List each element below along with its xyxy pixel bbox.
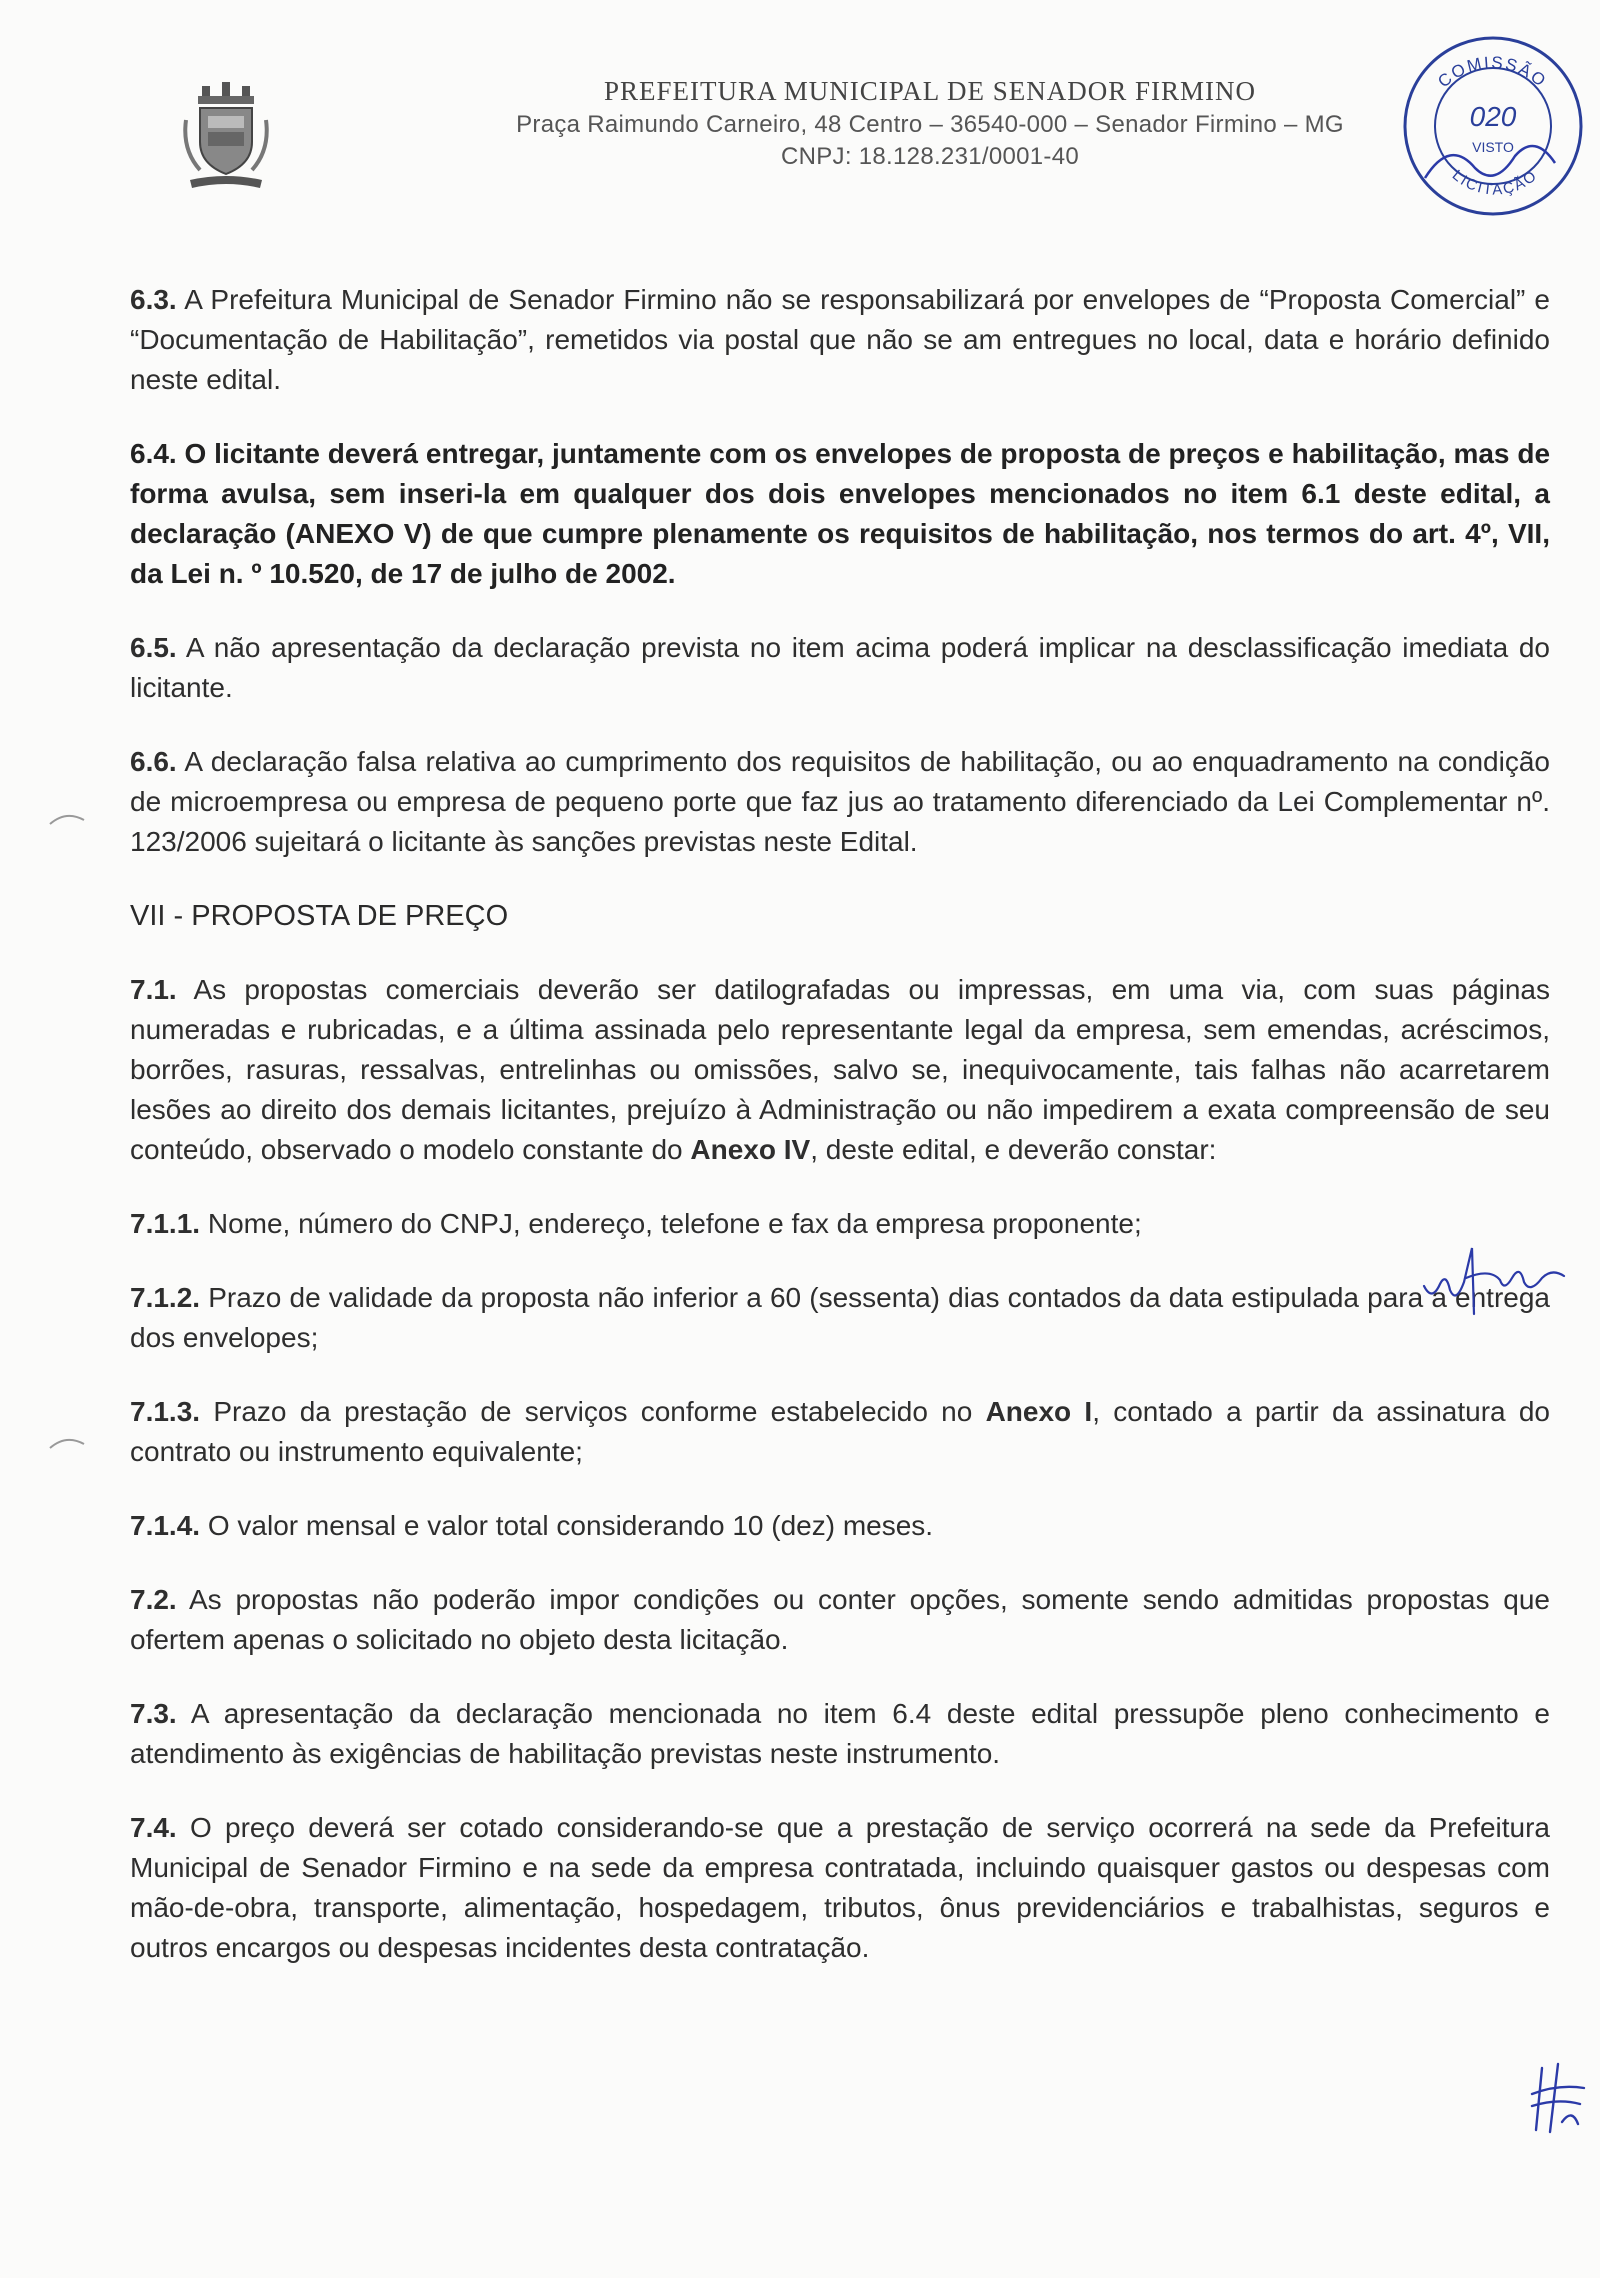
clause-bold-ref: Anexo I <box>985 1396 1093 1427</box>
stamp-number: 020 <box>1469 101 1517 132</box>
municipality-cnpj: CNPJ: 18.128.231/0001-40 <box>780 143 1080 170</box>
clause-text: , deste edital, e deverão constar: <box>810 1134 1217 1165</box>
clause-number: 7.1.4. <box>130 1510 201 1541</box>
svg-text:LICITAÇÃO <box>1449 167 1541 199</box>
document-body <box>130 280 1550 2002</box>
clause-6-3 <box>130 280 1550 400</box>
clause-number: 6.5. <box>130 632 177 663</box>
clause-text: A declaração falsa relativa ao cumprimento dos requisitos de habilitação, ou ao enquadramento na condição de microempresa ou empresa de pequeno porte que faz jus ao tratamento diferenciado da Lei Complementar nº. 123/2006 sujeitará o licitante às sanções previstas neste Edital. <box>130 746 1550 857</box>
clause-number: 7.1.3. <box>130 1396 201 1427</box>
clause-number: 6.3. <box>130 284 177 315</box>
municipal-crest-icon <box>180 80 272 190</box>
clause-7-2 <box>130 1580 1550 1660</box>
clause-number: 7.1. <box>130 974 177 1005</box>
clause-text: Prazo de validade da proposta não inferior a 60 (sessenta) dias contados da data estipulada para a entrega dos envelopes; <box>130 1282 1550 1353</box>
clause-7-1-2 <box>130 1278 1550 1358</box>
section-heading-vii: VII - PROPOSTA DE PREÇO <box>130 900 509 932</box>
clause-7-3 <box>130 1694 1550 1774</box>
stamp-bottom-text: LICITAÇÃO <box>1448 166 1542 199</box>
clause-6-5 <box>130 628 1550 708</box>
clause-7-4 <box>130 1808 1550 1968</box>
margin-mark <box>48 1432 88 1452</box>
clause-7-1-3 <box>130 1392 1550 1472</box>
clause-number: 7.4. <box>130 1812 177 1843</box>
handwritten-rubric <box>1420 1238 1570 1318</box>
clause-6-4 <box>130 434 1550 594</box>
clause-number: 7.2. <box>130 1584 177 1615</box>
clause-number: 7.1.2. <box>130 1282 201 1313</box>
initials-mark <box>1528 2058 1588 2138</box>
clause-number: 6.6. <box>130 746 177 777</box>
clause-text: Nome, número do CNPJ, endereço, telefone e fax da empresa proponente; <box>207 1208 1142 1239</box>
clause-7-1-1 <box>130 1204 1550 1244</box>
municipality-address: Praça Raimundo Carneiro, 48 Centro – 36540-000 – Senador Firmino – MG <box>516 111 1344 138</box>
margin-mark <box>48 808 88 828</box>
clause-number: 7.1.1. <box>130 1208 201 1239</box>
letterhead <box>150 70 1600 200</box>
clause-text: A Prefeitura Municipal de Senador Firmino não se responsabilizará por envelopes de “Proposta Comercial” e “Documentação de Habilitação”, remetidos via postal que não se am entregues no local, data e horário definido neste edital. <box>130 284 1551 395</box>
clause-7-1-4 <box>130 1506 1550 1546</box>
clause-text: As propostas comerciais deverão ser datilografadas ou impressas, em uma via, com suas páginas numeradas e rubricadas, e a última assinada pelo representante legal da empresa, sem emendas, acréscimos, borrões, rasuras, ressalvas, entrelinhas ou omissões, salvo se, inequivocamente, tais falhas não acarretarem lesões ao direito dos demais licitantes, prejuízo à Administração ou não impedirem a exata compreensão de seu conteúdo, observado o modelo constante do <box>130 974 1550 1165</box>
clause-7-1 <box>130 970 1550 1170</box>
stamp-middle-text: VISTO <box>1472 139 1514 155</box>
stamp-top-text: COMISSÃO <box>1434 52 1551 92</box>
clause-bold-ref: Anexo IV <box>690 1134 811 1165</box>
clause-number: 7.3. <box>130 1698 177 1729</box>
clause-text: Prazo da prestação de serviços conforme estabelecido no <box>213 1396 973 1427</box>
clause-number: 6.4. <box>130 438 177 469</box>
clause-text: O valor mensal e valor total considerando 10 (dez) meses. <box>207 1510 934 1541</box>
clause-text: As propostas não poderão impor condições ou conter opções, somente sendo admitidas propostas que ofertem apenas o solicitado no objeto desta licitação. <box>130 1584 1551 1655</box>
letterhead-text <box>430 70 1430 171</box>
clause-6-6 <box>130 742 1550 862</box>
clause-text: , contado a partir da assinatura do contrato ou instrumento equivalente; <box>130 1396 1550 1467</box>
clause-text: A apresentação da declaração mencionada no item 6.4 deste edital pressupõe pleno conhecimento e atendimento às exigências de habilitação previstas neste instrumento. <box>130 1698 1551 1769</box>
clause-text: O preço deverá ser cotado considerando-se que a prestação de serviço ocorrerá na sede da Prefeitura Municipal de Senador Firmino e na sede da empresa contratada, incluindo quaisquer gastos ou despesas com mão-de-obra, transporte, alimentação, hospedagem, tributos, ônus previdenciários e trabalhistas, seguros e outros encargos ou despesas incidentes desta contratação. <box>130 1812 1551 1963</box>
clause-text: A não apresentação da declaração prevista no item acima poderá implicar na desclassificação imediata do licitante. <box>130 632 1551 703</box>
commission-stamp <box>1395 28 1590 223</box>
svg-text:COMISSÃO <box>1434 53 1550 91</box>
clause-text: O licitante deverá entregar, juntamente com os envelopes de proposta de preços e habilitação, mas de forma avulsa, sem inseri-la em qualquer dos dois envelopes mencionados no item 6.1 deste edital, a declaração (ANEXO V) de que cumpre plenamente os requisitos de habilitação, nos termos do art. 4º, VII, da Lei n. º 10.520, de 17 de julho de 2002. <box>130 438 1551 589</box>
municipality-title: PREFEITURA MUNICIPAL DE SENADOR FIRMINO <box>603 76 1257 106</box>
